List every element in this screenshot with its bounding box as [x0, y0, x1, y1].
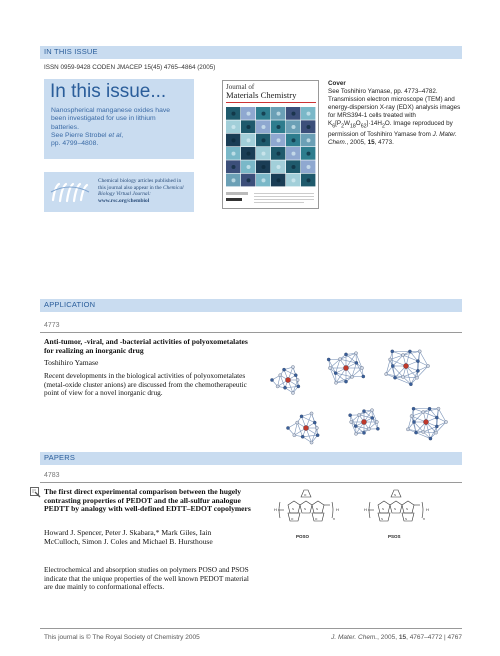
cover-journal-of: Journal of — [226, 83, 255, 91]
footer-rule — [40, 628, 462, 629]
cover-caption: Cover See Toshihiro Yamase, pp. 4773–4782. Transmission electron microscope (TEM) and energy-dispersion X-ray (EDX) analysis images for MRS394-1 cells treated with $K_6[P_2W_{18}O_{62}]\cdot 14H_2O$. Image reproduced by permission of Toshihiro Yamase from J. Mater. Chem., 2005, 15, 4773. — [328, 80, 464, 147]
svg-text:S: S — [394, 507, 397, 511]
cover-tile-cell — [262, 178, 266, 182]
svg-text:S: S — [394, 493, 397, 497]
svg-text:S: S — [292, 507, 295, 511]
cover-tile-cell — [277, 112, 281, 116]
svg-text:H: H — [364, 507, 367, 512]
cover-tile-cell — [292, 138, 296, 142]
cover-tile-cell — [262, 165, 266, 169]
cover-tile-cell — [307, 165, 311, 169]
divider — [40, 332, 462, 333]
cover-tile-cell — [232, 125, 236, 129]
polyoxometalate-structures-graphic — [266, 340, 464, 452]
svg-text:n: n — [333, 517, 335, 521]
svg-text:O: O — [291, 517, 294, 521]
cover-tile-cell — [277, 138, 281, 142]
cover-tile-cell — [277, 125, 281, 129]
cluster — [327, 352, 365, 385]
cover-tile-cell — [232, 165, 236, 169]
application-article-title[interactable]: Anti-tumor, -viral, and -bacterial activities of polyoxometalates for realizing an inorganic drug — [44, 337, 248, 355]
svg-text:S: S — [405, 517, 408, 521]
section-bar-application — [40, 299, 462, 312]
cover-tile-cell — [262, 125, 266, 129]
cover-tile-cell — [292, 112, 296, 116]
svg-text:O: O — [315, 517, 318, 521]
cover-tile-cell — [292, 152, 296, 156]
cover-tile-cell — [232, 152, 236, 156]
svg-text:H: H — [336, 507, 339, 512]
cover-caption-heading: Cover — [328, 80, 346, 87]
section-label: PAPERS — [44, 453, 76, 462]
cover-tile-cell — [292, 125, 296, 129]
cover-tile-cell — [232, 178, 236, 182]
svg-text:S: S — [316, 507, 319, 511]
dna-logo-icon — [49, 178, 91, 206]
cover-tile-cell — [247, 125, 251, 129]
footer-copyright: This journal is © The Royal Society of Chemistry 2005 — [44, 634, 200, 641]
chembio-url-link[interactable]: www.rsc.org/chembiol — [98, 197, 150, 204]
rapid-communication-icon — [30, 487, 41, 498]
cover-tile-cell — [262, 138, 266, 142]
cover-tile-cell — [307, 152, 311, 156]
struct-label-poso: POSO — [296, 534, 310, 539]
cover-tile-cell — [307, 125, 311, 129]
chemical-biology-box[interactable] — [44, 172, 194, 212]
cover-tile-cell — [247, 112, 251, 116]
paper-article-authors: Howard J. Spencer, Peter J. Skabara,* Mark Giles, Iain McCulloch, Simon J. Coles and Michael B. Hursthouse — [44, 528, 213, 546]
cluster — [385, 350, 430, 386]
promo-title: In this issue... — [50, 81, 167, 102]
cover-rule — [226, 102, 316, 103]
paper-article-abstract: Electrochemical and absorption studies on polymers POSO and PSOS indicate that the unique properties of the well known PEDOT material are due mainly to conformational effects. — [44, 565, 249, 592]
cover-tile-cell — [262, 112, 266, 116]
in-this-issue-box — [44, 79, 194, 159]
cluster — [406, 407, 447, 440]
cover-tile-cell — [247, 178, 251, 182]
cover-journal-name: Materials Chemistry — [226, 90, 297, 100]
paper-article-title[interactable]: The first direct experimental comparison between the hugely contrasting properties of PEDOT and the all-sulfur analogue PEDTT by analogy with well-defined EDTT–EDOT copolymers — [44, 487, 251, 514]
cover-tile-cell — [292, 165, 296, 169]
cover-footer-lines — [226, 191, 316, 207]
chemical-biology-text: Chemical biology articles published in this journal also appear in the Chemical Biology Virtual Journal: www.rsc.org/chembiol — [98, 178, 184, 204]
section-label: IN THIS ISSUE — [44, 47, 98, 56]
papers-page-number: 4783 — [44, 472, 60, 479]
cover-tile-cell — [277, 165, 281, 169]
cover-tile-cell — [307, 112, 311, 116]
cover-tile-cell — [247, 165, 251, 169]
svg-text:H: H — [426, 507, 429, 512]
section-bar-papers — [40, 452, 462, 465]
cover-tile-cell — [277, 178, 281, 182]
cover-tile-cell — [232, 138, 236, 142]
svg-text:n: n — [423, 517, 425, 521]
cover-tile-cell — [292, 178, 296, 182]
polymer-structures-graphic — [266, 478, 464, 550]
application-page-number: 4773 — [44, 322, 60, 329]
svg-text:S: S — [304, 507, 307, 511]
cover-tile-cell — [262, 152, 266, 156]
svg-text:H: H — [274, 507, 277, 512]
svg-text:S: S — [406, 507, 409, 511]
cover-tile-cell — [307, 178, 311, 182]
cover-tile-cell — [247, 138, 251, 142]
cluster — [270, 365, 300, 394]
issn-line: ISSN 0959-9428 CODEN JMACEP 15(45) 4765–4864 (2005) — [44, 64, 216, 71]
cover-tile-cell — [247, 152, 251, 156]
cluster — [349, 409, 380, 436]
svg-text:S: S — [382, 507, 385, 511]
application-article-abstract: Recent developments in the biological activities of polyoxometalates (metal-oxide cluster anions) are discussed from the chemotherapeutic point of view for a novel inorganic drug. — [44, 371, 247, 398]
cover-tem-image-grid — [226, 107, 316, 187]
cluster — [286, 412, 319, 444]
application-article-authors: Toshihiro Yamase — [44, 358, 99, 367]
section-bar-in-this-issue — [40, 46, 462, 59]
footer-citation: J. Mater. Chem., 2005, 15, 4767–4772 | 4767 — [331, 634, 462, 641]
cover-tile-cell — [307, 138, 311, 142]
promo-description: Nanospherical manganese oxides have been investigated for use in lithium batteries. See Pierre Strobel et al, pp. 4799–4808. — [51, 107, 171, 148]
section-label: APPLICATION — [44, 300, 96, 309]
cover-tile-cell — [232, 112, 236, 116]
svg-text:O: O — [304, 493, 307, 497]
journal-cover-image[interactable] — [222, 80, 319, 209]
struct-label-psos: PSOS — [388, 534, 401, 539]
svg-text:S: S — [381, 517, 384, 521]
cover-tile-cell — [277, 152, 281, 156]
